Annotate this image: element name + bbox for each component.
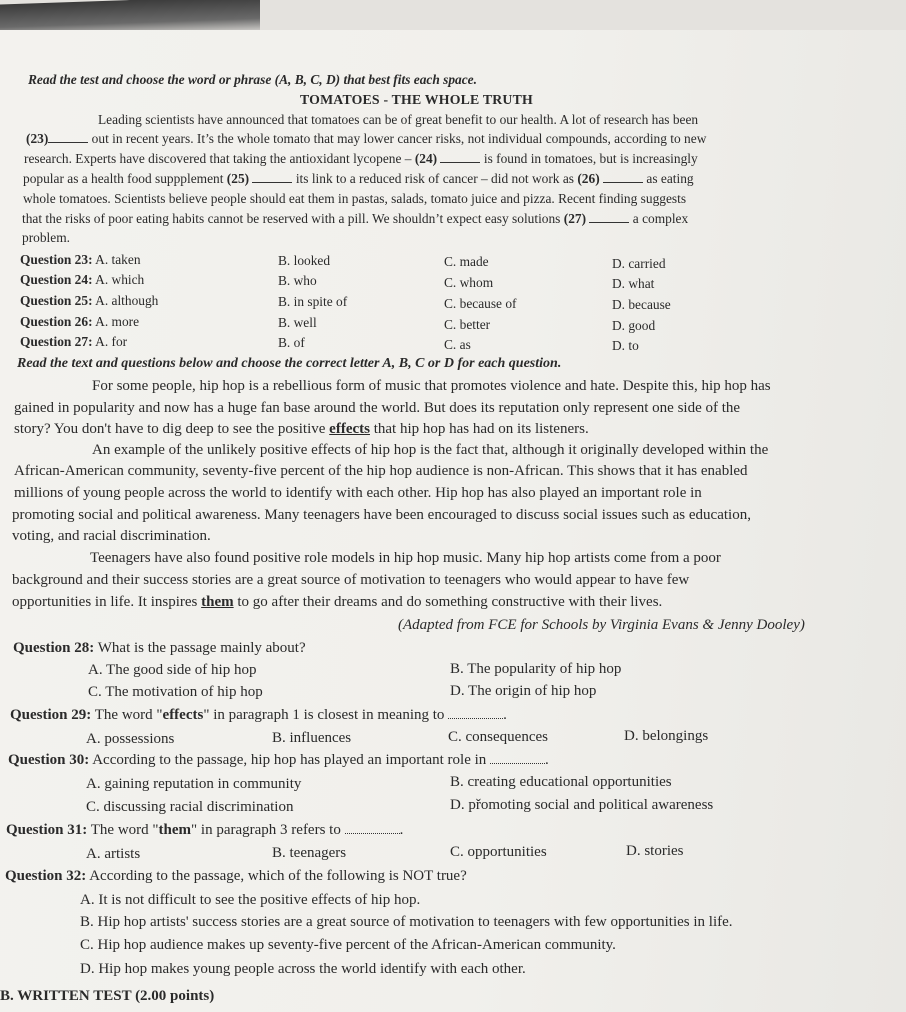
question-label: Question 25: A. although — [20, 293, 159, 308]
blank-number: (26) — [577, 171, 600, 186]
option-d[interactable]: D. carried — [612, 256, 666, 271]
option-c[interactable]: C. better — [444, 317, 491, 332]
section-b-heading: B. WRITTEN TEST (2.00 points) — [0, 988, 215, 1004]
question-29: Question 29: The word "effects" in paragraph 1 is closest in meaning to . — [10, 707, 507, 723]
answer-blank — [345, 823, 400, 834]
option-a[interactable]: A. possessions — [86, 731, 175, 747]
passage-line — [23, 171, 694, 187]
option-c[interactable]: C. discussing racial discrimination — [86, 799, 294, 815]
passage-text: out in recent years. It’s the whole tomato that may lower cancer risks, not individual compounds, according to new — [91, 131, 707, 146]
option-b[interactable]: B. teenagers — [272, 845, 347, 861]
paragraph-1-line: For some people, hip hop is a rebellious form of music that promotes violence and hate. Despite this, hip hop has — [92, 378, 771, 394]
option-c[interactable]: C. The motivation of hip hop — [88, 684, 263, 700]
paragraph-3-line: background and their success stories are a great source of motivation to teenagers who would appear to have few — [12, 572, 690, 588]
blank-25 — [252, 172, 292, 183]
source-citation: (Adapted from FCE for Schools by Virginia Evans & Jenny Dooley) — [398, 617, 805, 633]
passage-title: TOMATOES - THE WHOLE TRUTH — [300, 92, 533, 107]
option-c[interactable]: C. Hip hop audience makes up seventy-five percent of the African-American community. — [80, 937, 616, 953]
paragraph-3-line: opportunities in life. It inspires them to go after their dreams and do something constructive with their lives. — [12, 594, 663, 610]
passage-text: as eating — [646, 171, 694, 186]
option-d[interactable]: D. good — [612, 318, 656, 333]
passage-text: popular as a health food suppplement — [23, 171, 224, 186]
option-b[interactable]: B. who — [278, 273, 317, 288]
option-d[interactable]: D. The origin of hip hop — [450, 683, 597, 699]
passage-text: its link to a reduced risk of cancer – did not work as — [295, 171, 574, 186]
option-b[interactable]: B. of — [278, 335, 305, 350]
paragraph-2-line: voting, and racial discrimination. — [12, 528, 211, 544]
question-32: Question 32: According to the passage, which of the following is NOT true? — [5, 868, 467, 884]
option-b[interactable]: B. well — [278, 315, 317, 330]
option-d[interactable]: D. přomoting social and political awareness — [450, 797, 714, 813]
passage-text: is found in tomatoes, but is increasingly — [483, 151, 698, 166]
question-28: Question 28: What is the passage mainly about? — [13, 640, 306, 656]
option-d[interactable]: D. because — [612, 297, 671, 312]
option-a[interactable]: A. The good side of hip hop — [88, 662, 257, 678]
blank-number: (25) — [226, 171, 250, 186]
option-c[interactable]: C. because of — [444, 296, 517, 311]
option-d[interactable]: D. to — [612, 338, 639, 353]
question-30: Question 30: According to the passage, hip hop has played an important role in . — [8, 752, 549, 768]
passage-text: research. Experts have discovered that taking the antioxidant lycopene – — [24, 151, 412, 166]
option-a[interactable]: A. gaining reputation in community — [86, 776, 302, 792]
option-b[interactable]: B. in spite of — [278, 294, 348, 309]
paragraph-2-line: millions of young people across the world to identify with each other. Hip hop has also played an important role in — [14, 485, 702, 501]
option-b[interactable]: B. looked — [278, 253, 331, 268]
passage-line: Leading scientists have announced that tomatoes can be of great benefit to our health. A lot of research has been — [98, 112, 699, 127]
answer-blank — [448, 708, 503, 719]
paragraph-3-line: Teenagers have also found positive role models in hip hop music. Many hip hop artists come from a poor — [90, 550, 721, 566]
option-b[interactable]: B. creating educational opportunities — [450, 774, 672, 790]
answer-blank — [490, 753, 545, 764]
blank-23 — [48, 132, 88, 143]
option-a[interactable]: A. artists — [86, 846, 141, 862]
option-c[interactable]: C. consequences — [448, 729, 548, 745]
blank-26 — [603, 172, 643, 183]
option-b[interactable]: B. The popularity of hip hop — [450, 661, 622, 677]
question-label: Question 23: A. taken — [20, 252, 141, 267]
option-b[interactable]: B. Hip hop artists' success stories are a great source of motivation to teenagers with few opportunities in life. — [80, 914, 733, 930]
underlined-word-effects: effects — [329, 421, 370, 437]
blank-27 — [589, 212, 629, 223]
question-label: Question 26: A. more — [20, 314, 140, 329]
passage-line — [26, 131, 706, 147]
blank-number: (23) — [26, 131, 49, 146]
question-label: Question 27: A. for — [20, 334, 128, 349]
underlined-word-them: them — [201, 594, 234, 610]
paragraph-2-line: An example of the unlikely positive effects of hip hop is the fact that, although it originally developed within the — [92, 442, 769, 458]
paragraph-2-line: African-American community, seventy-five percent of the hip hop audience is non-African. This shows that it has enabled — [14, 463, 748, 479]
passage-line — [22, 211, 688, 227]
paragraph-2-line: promoting social and political awareness. Many teenagers have been encouraged to discuss social issues such as education, — [12, 507, 751, 523]
paragraph-1-line: gained in popularity and now has a huge fan base around the world. But does its reputation only represent one side of the — [14, 400, 741, 416]
option-b[interactable]: B. influences — [272, 730, 352, 746]
blank-number: (24) — [414, 151, 438, 166]
blank-number: (27) — [563, 211, 587, 226]
option-c[interactable]: C. as — [444, 337, 471, 352]
part2-instruction: Read the text and questions below and choose the correct letter A, B, C or D for each question. — [17, 356, 562, 371]
option-c[interactable]: C. made — [444, 254, 489, 269]
option-c[interactable]: C. opportunities — [450, 844, 547, 860]
option-c[interactable]: C. whom — [444, 275, 494, 290]
option-d[interactable]: D. stories — [626, 843, 684, 859]
question-31: Question 31: The word "them" in paragraph 3 refers to . — [6, 822, 404, 838]
option-d[interactable]: D. Hip hop makes young people across the world identify with each other. — [80, 961, 526, 977]
paragraph-1-line: story? You don't have to dig deep to see the positive effects that hip hop has had on its listeners. — [14, 421, 589, 437]
option-a[interactable]: A. It is not difficult to see the positive effects of hip hop. — [80, 892, 421, 908]
passage-text: that the risks of poor eating habits cannot be reserved with a pill. We shouldn’t expect easy solutions — [22, 211, 561, 226]
part1-instruction: Read the test and choose the word or phrase (A, B, C, D) that best fits each space. — [28, 72, 477, 87]
passage-line: problem. — [22, 230, 70, 245]
option-d[interactable]: D. belongings — [624, 728, 709, 744]
passage-line: whole tomatoes. Scientists believe people should eat them in pastas, salads, tomato juice and pizza. Recent finding suggests — [23, 191, 687, 206]
blank-24 — [440, 152, 480, 163]
passage-text: a complex — [632, 211, 689, 226]
option-d[interactable]: D. what — [612, 276, 655, 291]
passage-line — [24, 151, 698, 167]
question-label: Question 24: A. which — [20, 272, 145, 287]
